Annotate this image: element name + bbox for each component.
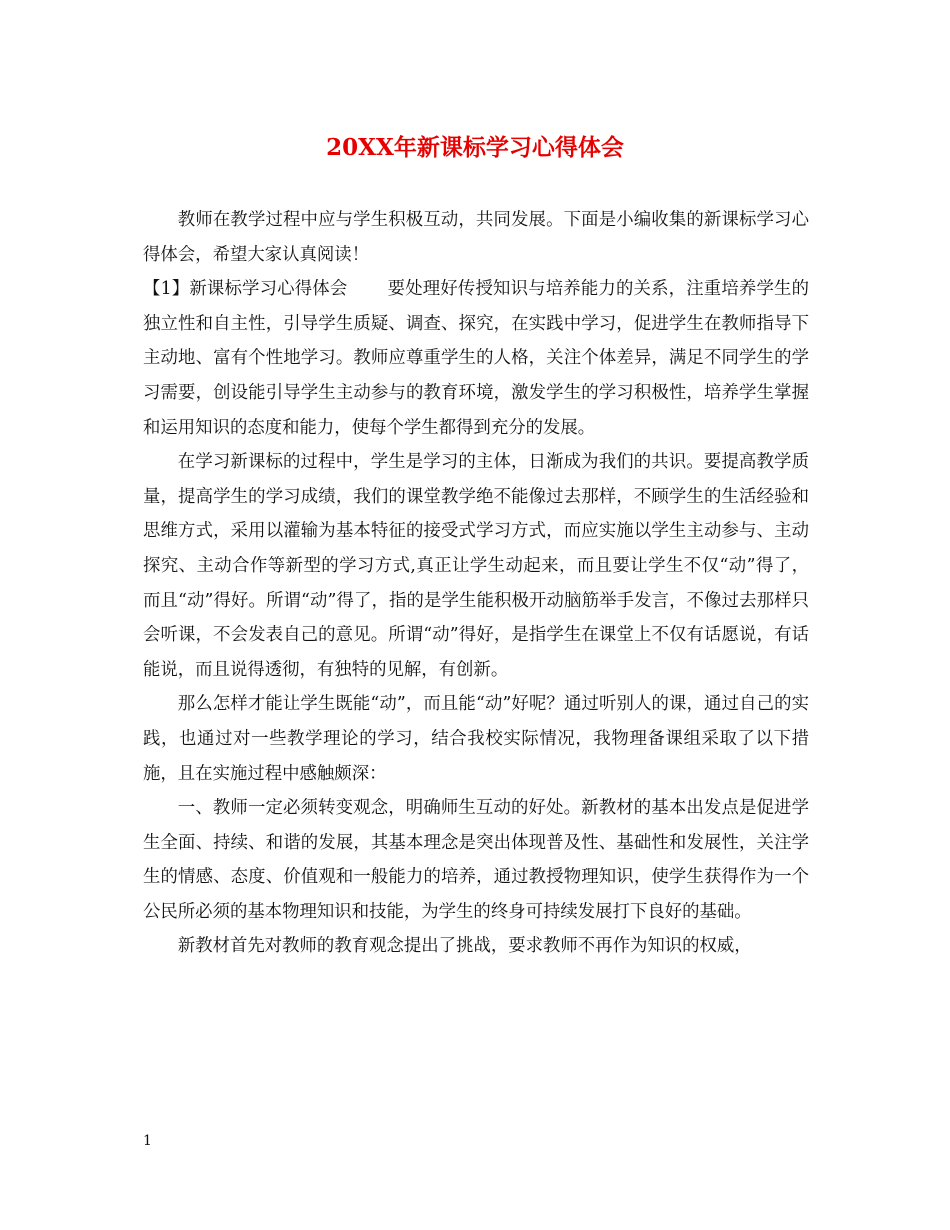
section-1-heading: 【1】新课标学习心得体会	[143, 279, 348, 300]
paragraph-5: 新教材首先对教师的教育观念提出了挑战，要求教师不再作为知识的权威，	[177, 936, 752, 957]
intro-paragraph: 教师在教学过程中应与学生积极互动，共同发展。下面是小编收集的新课标学习心得体会，希望大家认真阅读！	[143, 210, 809, 265]
paragraph-3: 那么怎样才能让学生既能“动”，而且能“动”好呢？通过听别人的课，通过自己的实践，也通过对一些教学理论的学习，结合我校实际情况，我物理备课组采取了以下措施，且在实施过程中感触颇深：	[143, 694, 809, 784]
page-number: 1	[143, 1133, 152, 1149]
section-1-text: 要处理好传授知识与培养能力的关系，注重培养学生的独立性和自主性，引导学生质疑、调查、探究，在实践中学习，促进学生在教师指导下主动地、富有个性地学习。教师应尊重学生的人格，关注个体差异，满足不同学生的学习需要，创设能引导学生主动参与的教育环境，激发学生的学习积极性，培养学生掌握和运用知识的态度和能力，使每个学生都得到充分的发展。	[143, 279, 809, 438]
paragraph-4: 一、教师一定必须转变观念，明确师生互动的好处。新教材的基本出发点是促进学生全面、持续、和谐的发展，其基本理念是突出体现普及性、基础性和发展性，关注学生的情感、态度、价值观和一般能力的培养，通过教授物理知识，使学生获得作为一个公民所必须的基本物理知识和技能，为学生的终身可持续发展打下良好的基础。	[143, 798, 809, 922]
document-title: 20XX年新课标学习心得体会	[326, 134, 624, 161]
paragraph-2: 在学习新课标的过程中，学生是学习的主体，日渐成为我们的共识。要提高教学质量，提高学生的学习成绩，我们的课堂教学绝不能像过去那样，不顾学生的生活经验和思维方式，采用以灌输为基本特征的接受式学习方式，而应实施以学生主动参与、主动探究、主动合作等新型的学习方式,真正让学生动起来，而且要让学生不仅“动”得了，而且“动”得好。所谓“动”得了，指的是学生能积极开动脑筋举手发言，不像过去那样只会听课，不会发表自己的意见。所谓“动”得好，是指学生在课堂上不仅有话愿说，有话能说，而且说得透彻，有独特的见解，有创新。	[143, 452, 809, 680]
section-1-paragraph	[143, 272, 809, 445]
document-body	[143, 203, 809, 964]
